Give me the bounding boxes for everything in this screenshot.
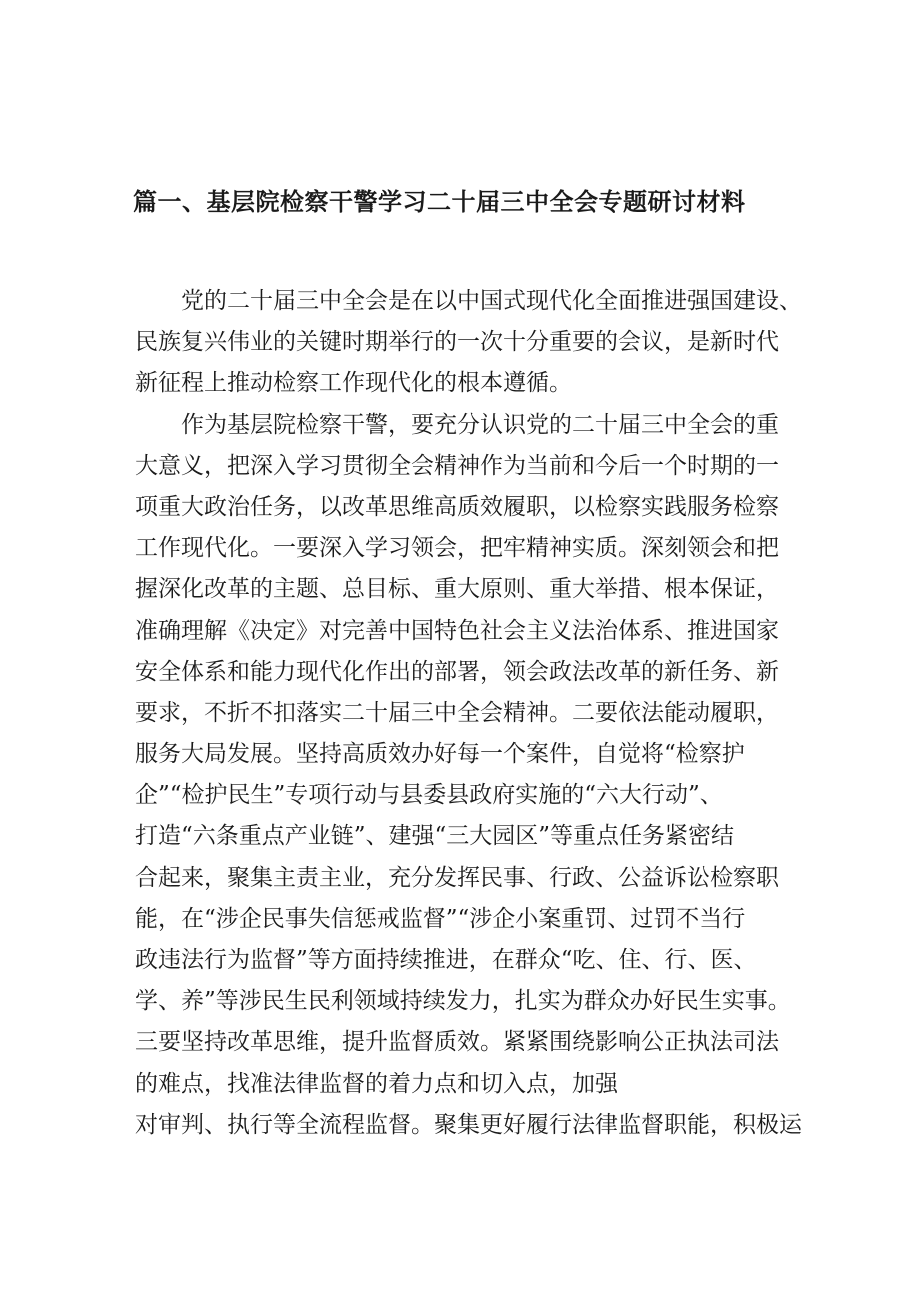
body-text-line: 民族复兴伟业的关键时期举行的一次十分重要的会议，是新时代 [135,329,779,356]
body-text-line: 合起来，聚集主责主业，充分发挥民事、行政、公益诉讼检察职 [135,864,779,891]
body-text-line: 企”“检护民生”专项行动与县委县政府实施的“六大行动”、 [135,782,723,809]
body-text-line: 工作现代化。一要深入学习领会，把牢精神实质。深刻领会和把 [135,535,779,562]
body-text-line: 的难点，找准法律监督的着力点和切入点，加强 [135,1070,618,1097]
body-text-line: 学、养”等涉民生民利领域持续发力，扎实为群众办好民生实事。 [135,988,791,1015]
body-text-line: 服务大局发展。坚持高质效办好每一个案件，自觉将“检察护 [135,741,745,768]
body-text-line: 新征程上推动检察工作现代化的根本遵循。 [135,370,572,397]
document-body [135,281,805,1146]
body-text-line: 要求，不折不扣落实二十届三中全会精神。二要依法能动履职， [135,699,779,726]
body-text-line: 打造“六条重点产业链”、建强“三大园区”等重点任务紧密结 [135,823,735,850]
body-text-line: 安全体系和能力现代化作出的部署，领会政法改革的新任务、新 [135,658,779,685]
body-text-line: 准确理解《决定》对完善中国特色社会主义法治体系、推进国家 [135,617,779,644]
body-text-line: 作为基层院检察干警，要充分认识党的二十届三中全会的重 [181,411,779,438]
body-text-line: 三要坚持改革思维，提升监督质效。紧紧围绕影响公正执法司法 [135,1029,779,1056]
body-text-line: 握深化改革的主题、总目标、重大原则、重大举措、根本保证， [135,576,779,603]
document-title: 篇一、基层院检察干警学习二十届三中全会专题研讨材料 [133,188,746,216]
body-text-line: 政违法行为监督”等方面持续推进，在群众“吃、住、行、医、 [135,947,757,973]
body-text-line: 党的二十届三中全会是在以中国式现代化全面推进强国建设、 [181,288,802,314]
body-text-line: 项重大政治任务，以改革思维高质效履职，以检察实践服务检察 [135,493,779,520]
body-text-line: 大意义，把深入学习贯彻全会精神作为当前和今后一个时期的一 [135,452,779,479]
body-text-line: 对审判、执行等全流程监督。聚集更好履行法律监督职能，积极运 [135,1111,802,1138]
body-text-line: 能，在“涉企民事失信惩戒监督”“涉企小案重罚、过罚不当行 [135,905,746,932]
